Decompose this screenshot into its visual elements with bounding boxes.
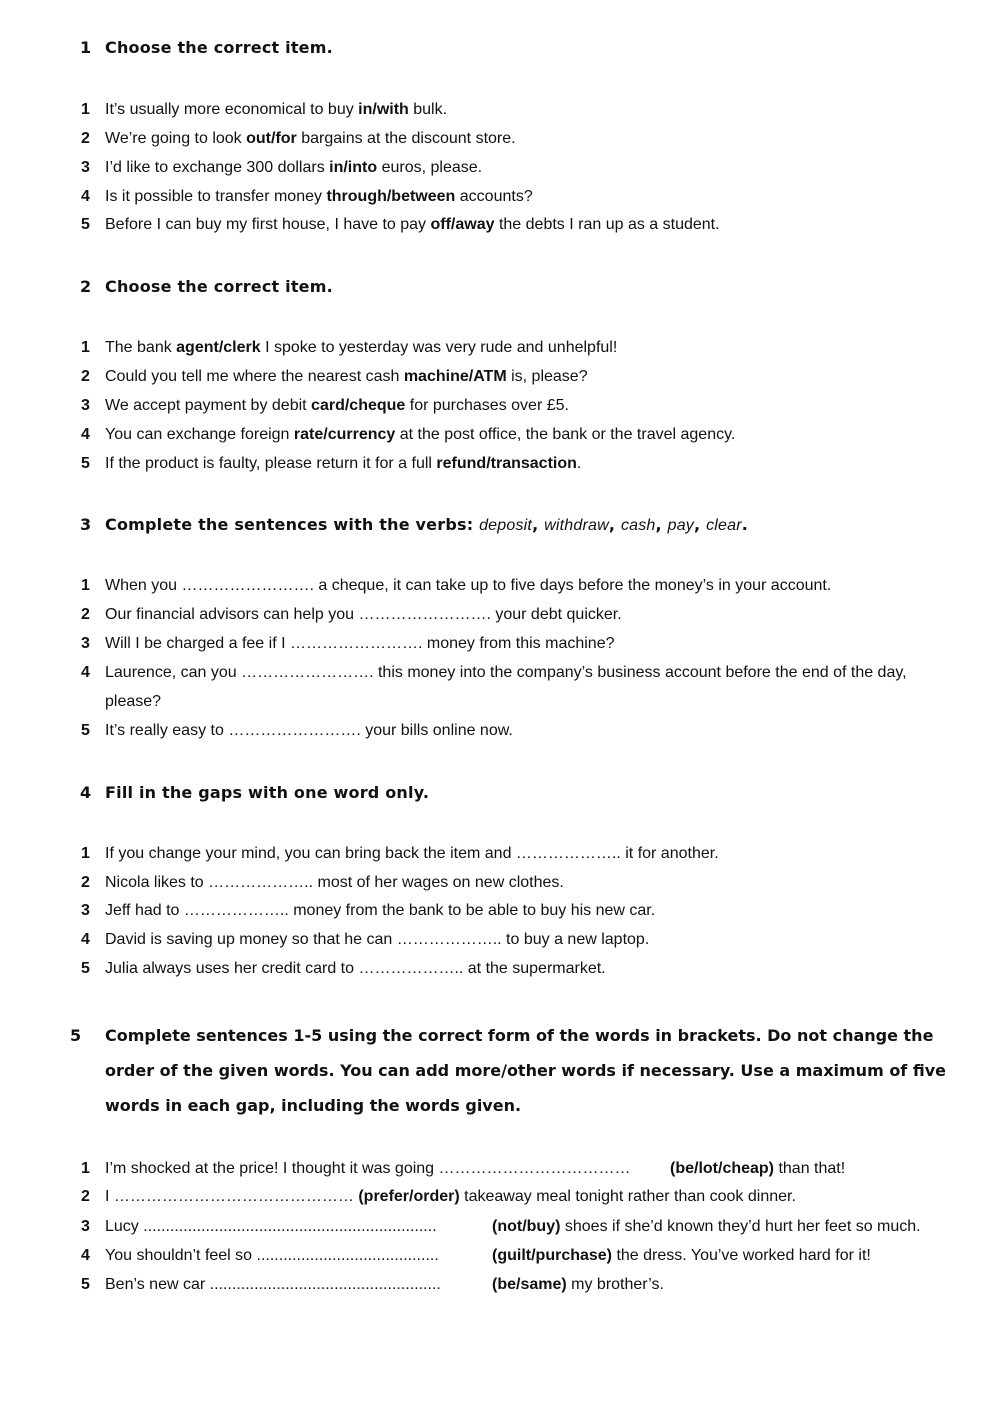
- gap-sentence[interactable]: It’s really easy to ……………………. your bills online now.: [105, 722, 513, 739]
- section-number: 3: [80, 515, 92, 534]
- choice-option[interactable]: machine/ATM: [403, 368, 507, 385]
- choice-option[interactable]: off/away: [430, 216, 495, 233]
- worksheet-page: 1 Choose the correct item. 1 It’s usually more economical to buy in/with bulk. 2 We’re going to look out/for bargains at the discount store. 3 I’d like to exchange 300 dollars in/into euros, please. 4 Is it possible to transfer money through/between accounts? 5 Before I can buy my first house, I have to pay off/away the debts I ran up as a student. 2 Choose the correct item. 1 The bank agent/clerk I spoke to yesterday was very rude and unhelpful! 2 Could you tell me where the nearest cash machine/ATM is, please? 3 We accept payment by debit card/cheque for purchases over £5. 4 You can exchange foreign rate/currency at the post office, the bank or the travel agency. 5 If the product is faulty, please return it for a full refund/transaction. 3 Complete the sentences with the verbs: deposit, withdraw, cash, pay, clear. 1 When you ……………………. a cheque, it can take up to five days before the money’s in your account. 2 Our financial advisors can help you ……………………. your debt quicker. 3 Will I be charged a fee if I ……………………. money from this machine? 4 Laurence, can you ……………………. this money into the company’s business account before the end of the day, please? 5 It’s really easy to ……………………. your bills online now. 4 Fill in the gaps with one word only. 1 If you change your mind, you can bring back the item and ……………….. it for another. 2 Nicola likes to ……………….. most of her wages on new clothes. 3 Jeff had to ……………….. money from the bank to be able to buy his new car. 4 David is saving up money so that he can ……………….. to buy a new laptop. 5 Julia always uses her credit card to ……………….. at the supermarket. 5 Complete sentences 1-5 using the correct form of the words in brackets. Do not change the order of the given words. You can add more/other words if necessary. Use a maximum of five words in each gap, including the words given. 1 I’m shocked at the price! I thought it was going ……………………………… (be/lot/cheap) than that! 2 I ……………………………………… (prefer/order) takeaway meal tonight rather than cook dinner. 3 Lucy .................................................................. (not/buy) shoes if she’d known they’d hurt her feet so much. 4 You shouldn’t feel so ......................................... (guilt/purchase) the dress. You’ve worked hard for it! 5 Ben’s new car .................................................... (be/same) my brother’s.: [0, 0, 1000, 1413]
- section-title: Fill in the gaps with one word only.: [105, 783, 430, 802]
- section-number: 2: [80, 277, 92, 296]
- choice-option[interactable]: in/with: [358, 101, 409, 118]
- verb-withdraw: withdraw: [544, 517, 609, 534]
- choice-option[interactable]: agent/clerk: [176, 339, 261, 356]
- gap-sentence[interactable]: Julia always uses her credit card to ……………….. at the supermarket.: [105, 960, 606, 977]
- choice-option[interactable]: through/between: [326, 188, 456, 205]
- gap-sentence[interactable]: David is saving up money so that he can ……………….. to buy a new laptop.: [105, 931, 650, 948]
- gap-sentence[interactable]: Laurence, can you ……………………. this money into the company’s business account before the end of the day, please?: [105, 664, 907, 710]
- gap-sentence[interactable]: Will I be charged a fee if I ……………………. money from this machine?: [105, 635, 615, 652]
- gap-sentence[interactable]: Nicola likes to ……………….. most of her wages on new clothes.: [105, 874, 564, 891]
- verb-clear: clear: [706, 517, 742, 534]
- section-title: Choose the correct item.: [105, 277, 333, 296]
- verb-pay: pay: [667, 517, 695, 534]
- section-number: 4: [80, 783, 92, 802]
- choice-option[interactable]: card/cheque: [311, 397, 406, 414]
- choice-option[interactable]: rate/currency: [293, 426, 396, 443]
- gap-sentence[interactable]: If you change your mind, you can bring back the item and ……………….. it for another.: [105, 845, 719, 862]
- verb-deposit: deposit: [479, 517, 533, 534]
- choice-option[interactable]: refund/transaction: [436, 455, 577, 472]
- section-title: Complete the sentences with the verbs:: [105, 515, 480, 534]
- gap-sentence[interactable]: I ………………………………………: [105, 1188, 359, 1205]
- gap-sentence[interactable]: Jeff had to ……………….. money from the bank to be able to buy his new car.: [105, 902, 656, 919]
- section-number: 1: [80, 38, 92, 57]
- gap-sentence[interactable]: Lucy ..................................................................: [105, 1218, 437, 1235]
- verb-cash: cash: [620, 517, 656, 534]
- gap-sentence[interactable]: I’m shocked at the price! I thought it was going ………………………………: [105, 1160, 631, 1177]
- choice-option[interactable]: in/into: [329, 159, 378, 176]
- section-title: Complete sentences 1-5 using the correct form of the words in brackets. Do not change the order of the given words. You can add more/other words if necessary. Use a maximum of five words in each gap, including the words given.: [105, 1026, 946, 1115]
- gap-sentence[interactable]: When you ……………………. a cheque, it can take up to five days before the money’s in your account.: [105, 577, 832, 594]
- prompt-words: (not/buy): [492, 1218, 561, 1235]
- gap-sentence[interactable]: Our financial advisors can help you ……………………. your debt quicker.: [105, 606, 622, 623]
- prompt-words: (be/lot/cheap): [670, 1160, 775, 1177]
- section-number: 5: [70, 1026, 82, 1045]
- prompt-words: (be/same): [492, 1276, 567, 1293]
- prompt-words: (prefer/order): [358, 1188, 460, 1205]
- choice-option[interactable]: out/for: [246, 130, 297, 147]
- gap-sentence[interactable]: Ben’s new car ....................................................: [105, 1276, 441, 1293]
- prompt-words: (guilt/purchase): [492, 1247, 613, 1264]
- section-title: Choose the correct item.: [105, 38, 333, 57]
- gap-sentence[interactable]: You shouldn’t feel so .........................................: [105, 1247, 439, 1264]
